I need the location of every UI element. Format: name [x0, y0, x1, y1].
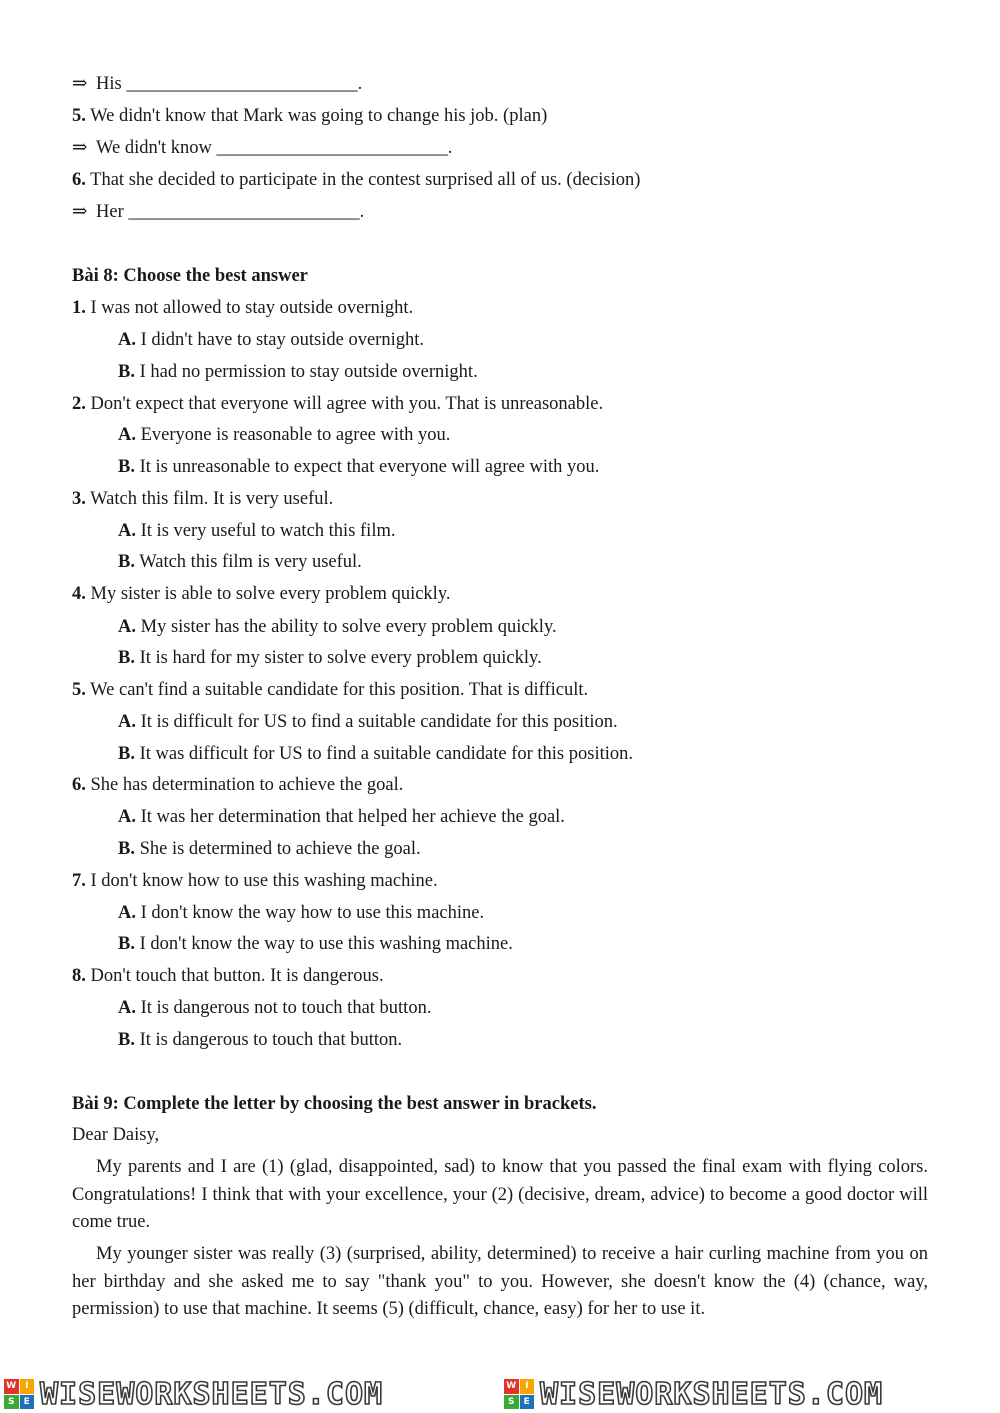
watermark-text: WISEWORKSHEETS.COM: [40, 1376, 384, 1412]
bai9-title: Bài 9: Complete the letter by choosing the best answer in brackets.: [72, 1094, 597, 1114]
letter-paragraph-1: My parents and I are (1) (glad, disappointed, sad) to know that you passed the final exam with flying colors. Congratulations! I think that with your excellence, your (2) (decisive, dream, advice) to become a good doctor will come true.: [72, 1157, 928, 1232]
watermark-text: WISEWORKSHEETS.COM: [540, 1376, 884, 1412]
question-5: 5. We didn't know that Mark was going to change his job. (plan): [72, 106, 548, 126]
arrow-icon: ⇒: [72, 74, 88, 94]
answer-line-his: ⇒ His _________________________.: [72, 74, 363, 94]
arrow-icon: ⇒: [72, 138, 88, 158]
answer-line-her: ⇒ Her _________________________.: [72, 202, 365, 222]
bai8-question: 2. Don't expect that everyone will agree with you. That is unreasonable.: [72, 394, 604, 414]
bai8-question: 3. Watch this film. It is very useful.: [72, 489, 334, 509]
bai8-question: 7. I don't know how to use this washing machine.: [72, 871, 438, 891]
bai8-option-a[interactable]: A. It was her determination that helped her achieve the goal.: [118, 807, 565, 827]
arrow-icon: ⇒: [72, 202, 88, 222]
wiseworksheets-logo-icon: W I S E: [4, 1379, 34, 1409]
bai8-option-a[interactable]: A. It is difficult for US to find a suitable candidate for this position.: [118, 712, 618, 732]
question-6: 6. That she decided to participate in the contest surprised all of us. (decision): [72, 170, 641, 190]
bai8-option-b[interactable]: B. I don't know the way to use this washing machine.: [118, 934, 513, 954]
bai8-option-a[interactable]: A. I don't know the way how to use this machine.: [118, 903, 485, 923]
letter-greeting: Dear Daisy,: [72, 1125, 160, 1145]
watermark-left: [4, 1376, 383, 1412]
bai8-question: 5. We can't find a suitable candidate for this position. That is difficult.: [72, 680, 589, 700]
bai8-option-a[interactable]: A. I didn't have to stay outside overnight.: [118, 330, 424, 350]
bai8-option-b[interactable]: B. It is dangerous to touch that button.: [118, 1030, 403, 1050]
bai8-option-b[interactable]: B. It was difficult for US to find a suitable candidate for this position.: [118, 744, 634, 764]
bai8-question: 6. She has determination to achieve the goal.: [72, 775, 404, 795]
bai8-option-a[interactable]: A. My sister has the ability to solve every problem quickly.: [118, 617, 557, 637]
wiseworksheets-logo-icon: W I S E: [504, 1379, 534, 1409]
bai8-question: 1. I was not allowed to stay outside overnight.: [72, 298, 414, 318]
bai8-question: 4. My sister is able to solve every problem quickly.: [72, 584, 451, 604]
bai8-option-b[interactable]: B. I had no permission to stay outside overnight.: [118, 362, 478, 382]
watermark-right: [504, 1376, 883, 1412]
bai8-option-a[interactable]: A. It is very useful to watch this film.: [118, 521, 396, 541]
bai8-option-a[interactable]: A. It is dangerous not to touch that button.: [118, 998, 432, 1018]
letter-paragraph-2: My younger sister was really (3) (surprised, ability, determined) to receive a hair curling machine from you on her birthday and she asked me to say "thank you" to you. However, she doesn't know the (4) (chance, way, permission) to use that machine. It seems (5) (difficult, chance, easy) for her to use it.: [72, 1244, 928, 1319]
bai8-option-a[interactable]: A. Everyone is reasonable to agree with you.: [118, 425, 451, 445]
bai8-option-b[interactable]: B. It is hard for my sister to solve every problem quickly.: [118, 648, 542, 668]
bai8-option-b[interactable]: B. She is determined to achieve the goal.: [118, 839, 421, 859]
bai8-question: 8. Don't touch that button. It is dangerous.: [72, 966, 384, 986]
answer-line-we-didnt-know: ⇒ We didn't know _________________________.: [72, 138, 453, 158]
bai8-title: Bài 8: Choose the best answer: [72, 266, 308, 286]
bai8-option-b[interactable]: B. Watch this film is very useful.: [118, 552, 362, 572]
bai8-option-b[interactable]: B. It is unreasonable to expect that everyone will agree with you.: [118, 457, 600, 477]
watermark-footer: [0, 1376, 1000, 1413]
